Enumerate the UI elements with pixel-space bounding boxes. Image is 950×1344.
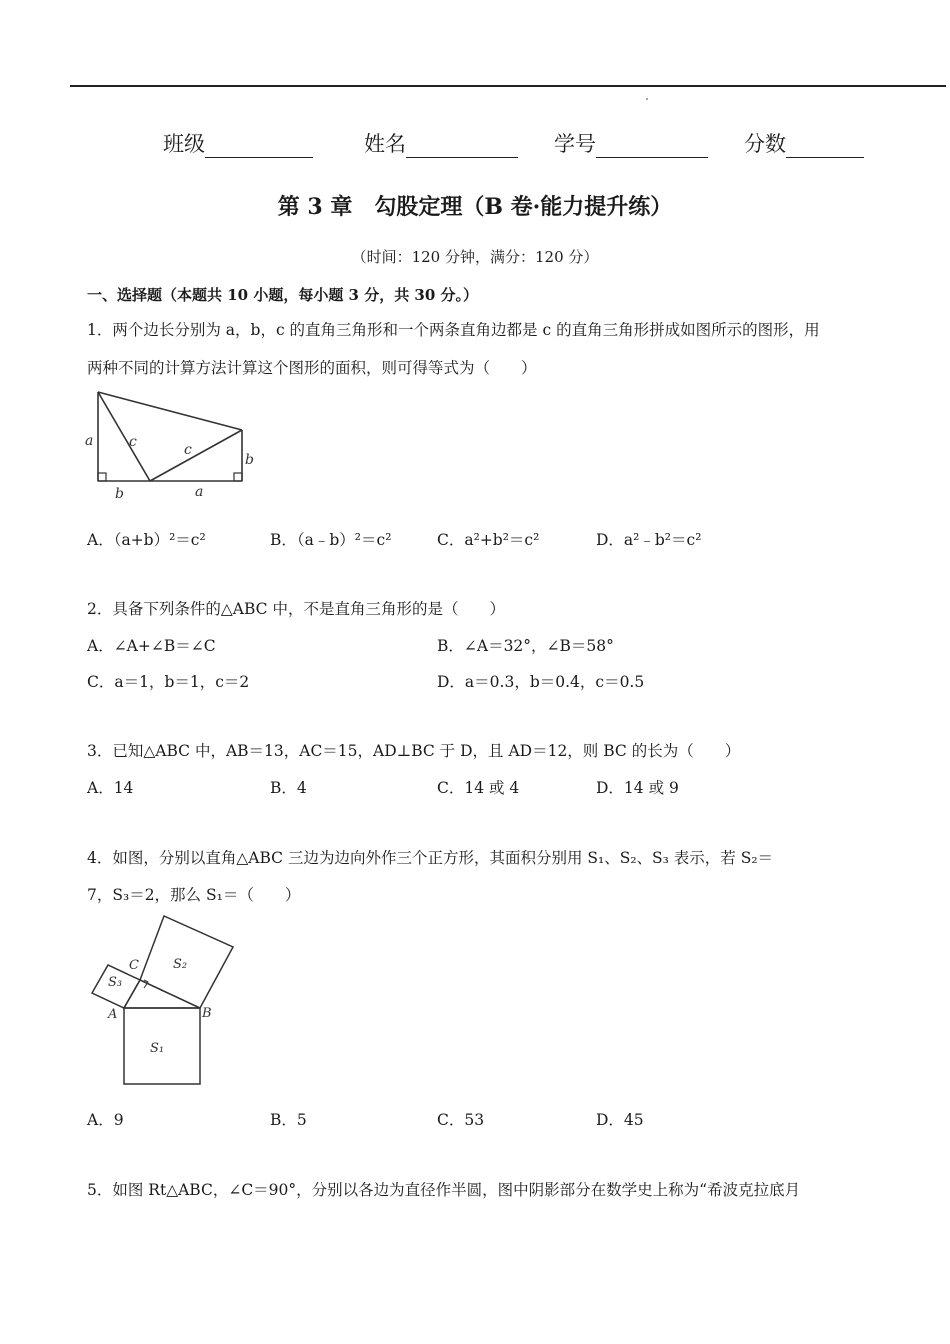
class-field	[163, 128, 313, 158]
q5-stem-line1: 5．如图 Rt△ABC，∠C＝90°，分别以各边为直径作半圆，图中阴影部分在数学史上称为“希波克拉底月	[87, 1181, 801, 1199]
q3-option-a[interactable]: A．14	[87, 779, 134, 797]
page-title: 第 3 章 勾股定理（B 卷·能力提升练）	[277, 194, 673, 220]
name-label: 姓名	[364, 132, 406, 156]
q1-fig-label-c-right: c	[184, 442, 192, 458]
id-field	[554, 128, 708, 158]
q4-option-b[interactable]: B．5	[270, 1111, 307, 1129]
class-blank[interactable]	[205, 135, 313, 158]
q3-option-d[interactable]: D．14 或 9	[596, 779, 679, 797]
q2-stem: 2．具备下列条件的△ABC 中，不是直角三角形的是（ ）	[87, 600, 505, 618]
q1-fig-label-a-bottom: a	[195, 484, 204, 500]
q4-fig-label-a: A	[108, 1007, 118, 1022]
q2-option-c[interactable]: C．a＝1，b＝1，c＝2	[87, 673, 250, 691]
name-blank[interactable]	[406, 135, 518, 158]
class-label: 班级	[163, 132, 205, 156]
q1-option-d[interactable]: D．a²﹣b²＝c²	[596, 531, 702, 549]
id-blank[interactable]	[596, 135, 708, 158]
q1-fig-label-a-left: a	[85, 433, 94, 449]
q1-stem-line1: 1．两个边长分别为 a，b，c 的直角三角形和一个两条直角边都是 c 的直角三角形拼成如图所示的图形，用	[87, 321, 820, 339]
q4-option-c[interactable]: C．53	[437, 1111, 485, 1129]
q4-stem-line1: 4．如图，分别以直角△ABC 三边为边向外作三个正方形，其面积分别用 S₁、S₂、S₃ 表示，若 S₂＝	[87, 849, 774, 867]
name-field	[364, 128, 518, 158]
q4-fig-label-s1: S₁	[150, 1041, 165, 1056]
q2-option-d[interactable]: D．a＝0.3，b＝0.4，c＝0.5	[437, 673, 645, 691]
q1-option-c[interactable]: C．a²+b²＝c²	[437, 531, 540, 549]
section-heading: 一、选择题（本题共 10 小题，每小题 3 分，共 30 分。）	[87, 286, 479, 304]
q1-fig-top	[98, 392, 242, 430]
id-label: 学号	[554, 132, 596, 156]
q3-option-c[interactable]: C．14 或 4	[437, 779, 520, 797]
score-field	[744, 128, 864, 158]
q4-fig-triangle-abc	[124, 980, 200, 1008]
q1-fig-label-b-right: b	[245, 452, 254, 468]
q4-option-a[interactable]: A．9	[87, 1111, 124, 1129]
exam-meta: （时间：120 分钟，满分：120 分）	[351, 248, 599, 266]
q1-figure	[82, 388, 258, 500]
q1-fig-right-angle-right	[234, 473, 242, 481]
q2-option-b[interactable]: B．∠A＝32°，∠B＝58°	[437, 637, 614, 655]
q3-option-b[interactable]: B．4	[270, 779, 307, 797]
q1-fig-right-angle-left	[98, 473, 106, 481]
q2-option-a[interactable]: A．∠A+∠B＝∠C	[87, 637, 216, 655]
q1-fig-label-c-left: c	[129, 434, 137, 450]
q1-fig-hyp-right	[150, 430, 242, 481]
q3-stem: 3．已知△ABC 中，AB＝13，AC＝15，AD⊥BC 于 D，且 AD＝12，则 BC 的长为（ ）	[87, 742, 741, 760]
q1-option-b[interactable]: B．（a﹣b）²＝c²	[270, 531, 392, 549]
score-blank[interactable]	[786, 135, 864, 158]
q4-fig-label-c: C	[129, 958, 139, 973]
q4-fig-label-b: B	[202, 1006, 212, 1021]
q4-option-d[interactable]: D．45	[596, 1111, 644, 1129]
q1-fig-hyp-left	[98, 392, 150, 481]
top-rule	[70, 85, 946, 87]
q4-stem-line2: 7，S₃＝2，那么 S₁＝（ ）	[87, 886, 301, 904]
q4-fig-label-s3: S₃	[108, 975, 123, 990]
q4-figure	[84, 912, 244, 1088]
stray-dot	[646, 98, 648, 100]
q1-option-a[interactable]: A．（a+b）²＝c²	[87, 531, 206, 549]
q1-stem-line2: 两种不同的计算方法计算这个图形的面积，则可得等式为（ ）	[87, 359, 537, 377]
score-label: 分数	[744, 132, 786, 156]
q4-fig-label-s2: S₂	[173, 957, 188, 972]
q1-fig-label-b-bottom: b	[115, 486, 124, 500]
